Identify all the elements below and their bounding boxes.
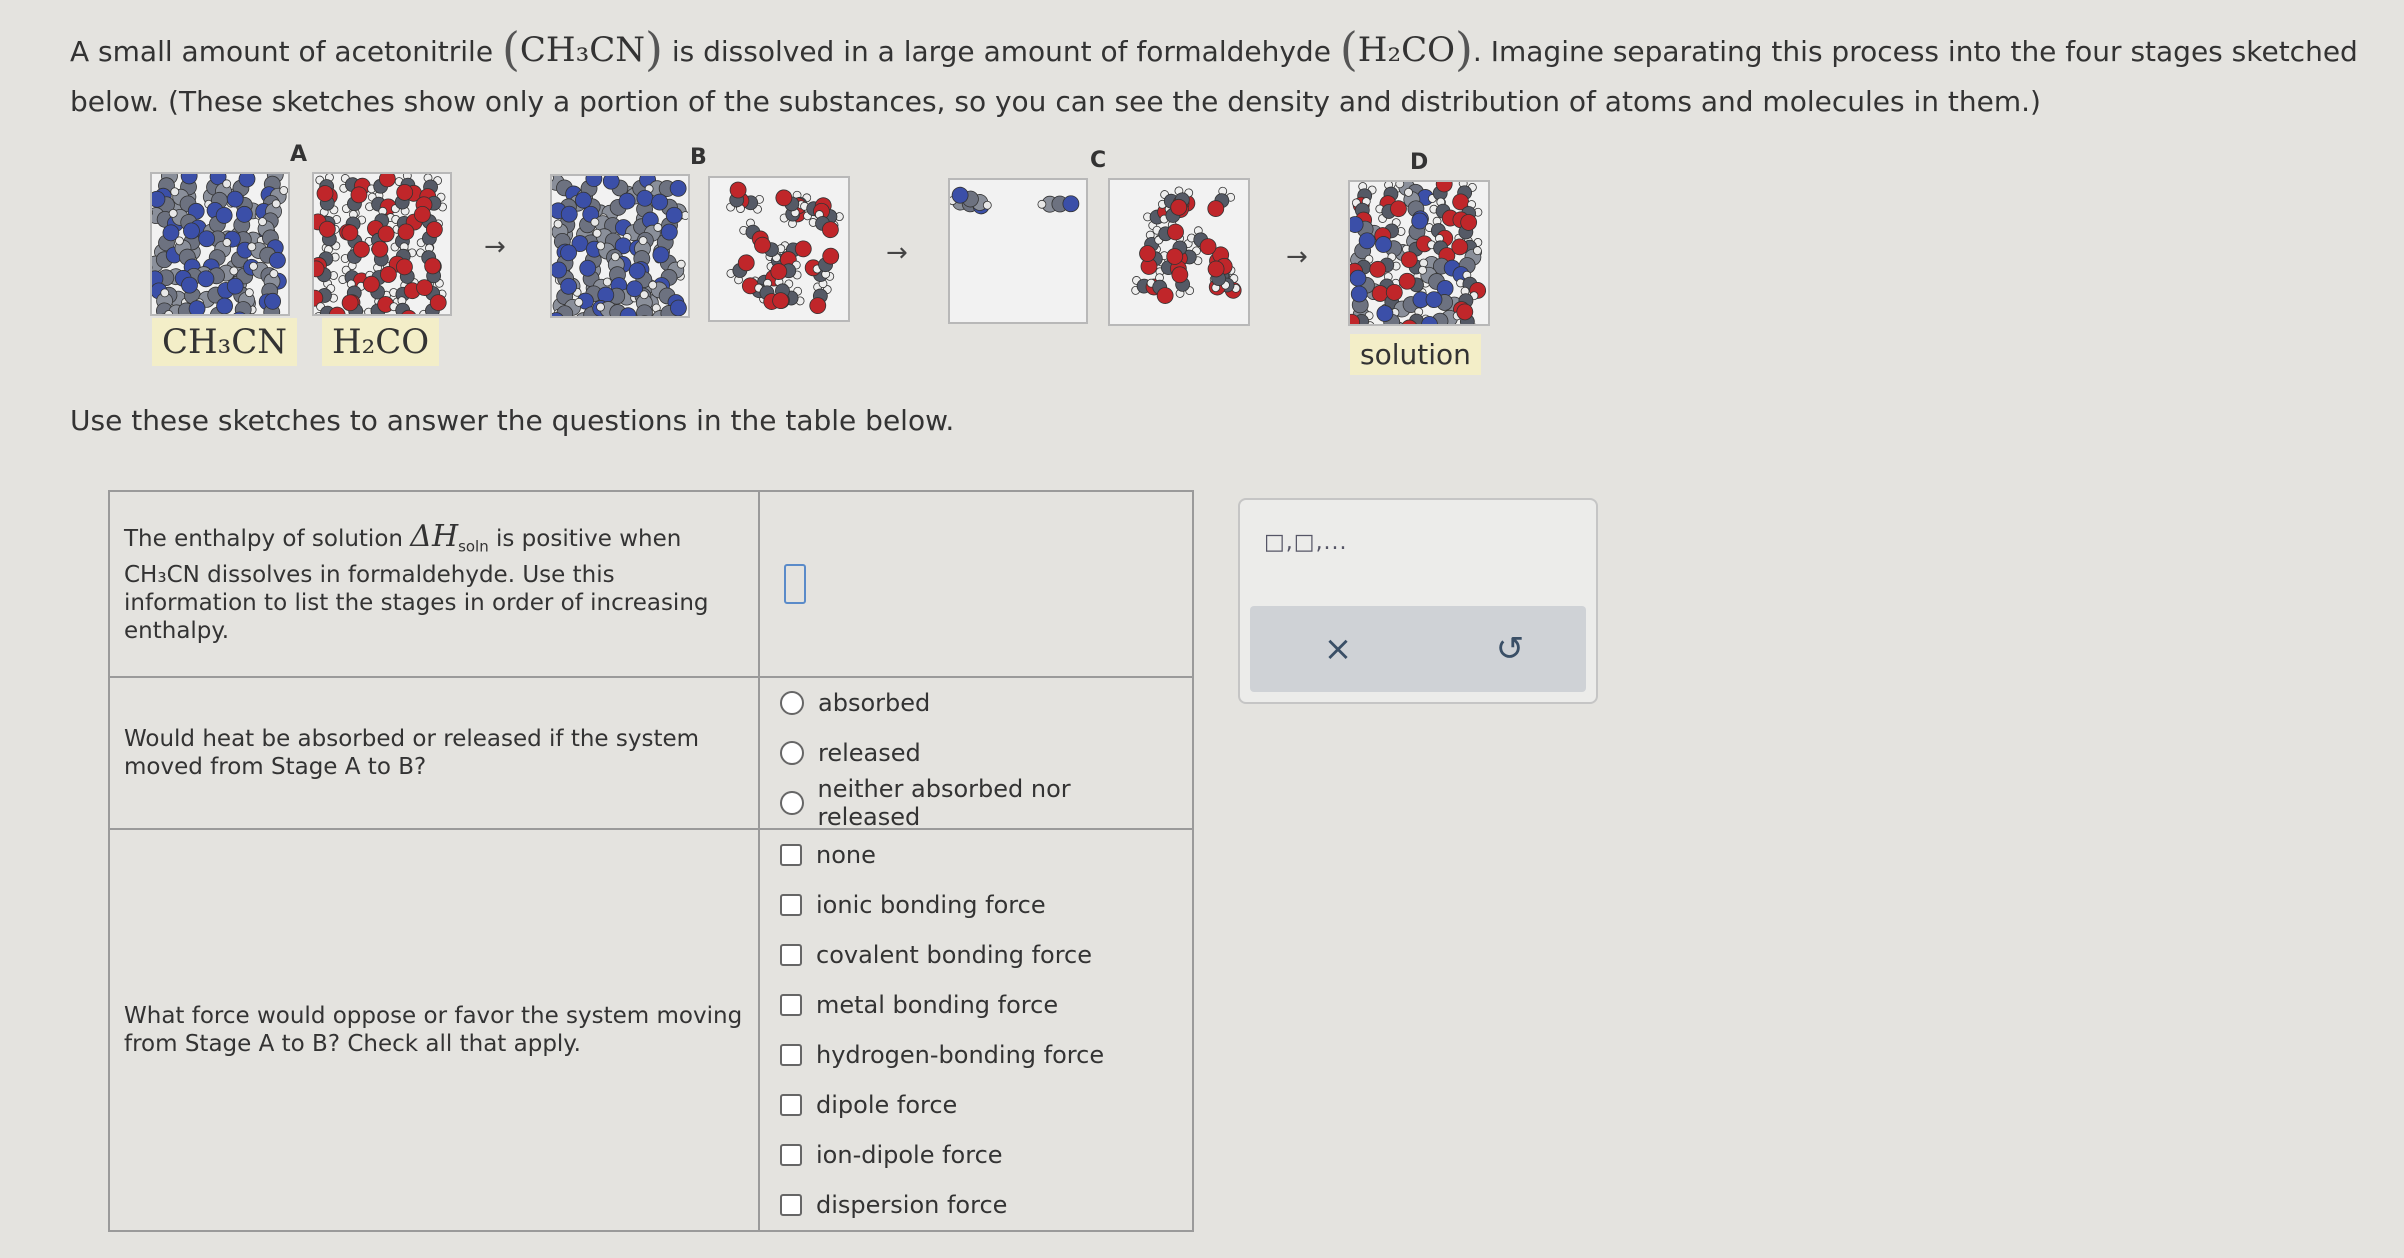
question-row-2 bbox=[109, 677, 1193, 829]
question-row-1 bbox=[109, 491, 1193, 677]
arrow-a-to-b: → bbox=[484, 232, 506, 262]
toolbox-action-bar bbox=[1250, 606, 1586, 692]
answer-2-cell bbox=[759, 677, 1193, 829]
checkbox[interactable] bbox=[780, 1044, 802, 1066]
solution-tag: solution bbox=[1350, 334, 1481, 375]
radio-option[interactable]: released bbox=[780, 728, 1172, 778]
radio-button[interactable] bbox=[780, 791, 804, 815]
checkbox[interactable] bbox=[780, 844, 802, 866]
stage-d-solution-sketch bbox=[1348, 180, 1490, 326]
checkbox-option[interactable]: covalent bonding force bbox=[780, 930, 1172, 980]
problem-intro: A small amount of acetonitrile (CH₃CN) is dissolved in a large amount of formaldehyde (H₂CO). Imagine separating this process into the four stages sketched below. (These sketches show only a portion of the substances, so you can see the density and distribution of atoms and molecules in them.) bbox=[70, 22, 2358, 118]
question-row-3 bbox=[109, 829, 1193, 1231]
undo-button[interactable]: ↺ bbox=[1495, 629, 1525, 669]
stage-c-formaldehyde-sketch bbox=[1108, 178, 1250, 326]
checkbox[interactable] bbox=[780, 894, 802, 916]
arrow-b-to-c: → bbox=[886, 238, 908, 268]
stage-label-c: C bbox=[1090, 148, 1107, 173]
stage-c-acetonitrile-sketch bbox=[948, 178, 1088, 324]
stage-label-b: B bbox=[690, 145, 707, 170]
answer-3-cell bbox=[759, 829, 1193, 1231]
checkbox-option[interactable]: dispersion force bbox=[780, 1180, 1172, 1230]
checkbox-option[interactable]: hydrogen-bonding force bbox=[780, 1030, 1172, 1080]
checkbox-option[interactable]: ion-dipole force bbox=[780, 1130, 1172, 1180]
checkbox-option[interactable]: none bbox=[780, 830, 1172, 880]
formaldehyde-formula: H₂CO bbox=[1357, 30, 1455, 70]
arrow-c-to-d: → bbox=[1286, 242, 1308, 272]
question-table bbox=[108, 490, 1194, 1232]
h2co-tag: H₂CO bbox=[322, 318, 439, 366]
checkbox-option[interactable]: ionic bonding force bbox=[780, 880, 1172, 930]
question-3: What force would oppose or favor the system moving from Stage A to B? Check all that apply. bbox=[109, 829, 759, 1231]
stage-a-acetonitrile-sketch bbox=[150, 172, 290, 316]
ch3cn-tag: CH₃CN bbox=[152, 318, 297, 366]
clear-button[interactable]: × bbox=[1323, 629, 1353, 669]
stage-b-acetonitrile-sketch bbox=[550, 174, 690, 318]
intro-text-2: is dissolved in a large amount of formaldehyde bbox=[671, 35, 1331, 68]
question-2: Would heat be absorbed or released if the system moved from Stage A to B? bbox=[109, 677, 759, 829]
intro-text-3: . Imagine separating this process into the four stages sketched below. (These sketches show only a portion of the substances, so you can see the density and distribution of atoms and molecules in them.) bbox=[70, 35, 2358, 118]
stage-label-a: A bbox=[290, 142, 308, 167]
stage-b-formaldehyde-sketch bbox=[708, 176, 850, 322]
checkbox-option[interactable]: metal bonding force bbox=[780, 980, 1172, 1030]
checkbox-option[interactable]: dipole force bbox=[780, 1080, 1172, 1130]
answer-1-cell bbox=[759, 491, 1193, 677]
radio-option[interactable]: absorbed bbox=[780, 678, 1172, 728]
checkbox[interactable] bbox=[780, 1144, 802, 1166]
checkbox[interactable] bbox=[780, 944, 802, 966]
stage-a-formaldehyde-sketch bbox=[312, 172, 452, 316]
acetonitrile-formula: CH₃CN bbox=[519, 30, 645, 70]
checkbox[interactable] bbox=[780, 994, 802, 1016]
radio-option[interactable]: neither absorbed nor released bbox=[780, 778, 1172, 828]
stage-order-input[interactable] bbox=[784, 564, 806, 604]
answer-toolbox bbox=[1238, 498, 1598, 704]
question-1: The enthalpy of solution $\Delta H_{soln}$ is positive when CH₃CN dissolves in formaldehyde. Use this information to list the stages in order of increasing enthalpy. bbox=[109, 491, 759, 677]
checkbox[interactable] bbox=[780, 1194, 802, 1216]
checkbox[interactable] bbox=[780, 1094, 802, 1116]
stage-label-d: D bbox=[1410, 150, 1429, 175]
intro-text-1: A small amount of acetonitrile bbox=[70, 35, 494, 68]
radio-button[interactable] bbox=[780, 691, 804, 715]
instruction-text: Use these sketches to answer the questions in the table below. bbox=[70, 404, 955, 437]
list-template-icon[interactable]: □,□,... bbox=[1264, 530, 1348, 555]
radio-button[interactable] bbox=[780, 741, 804, 765]
